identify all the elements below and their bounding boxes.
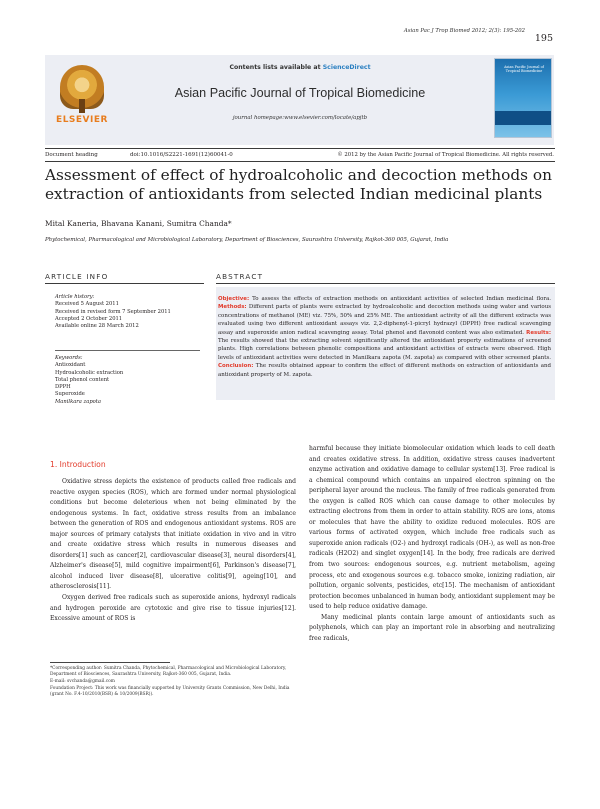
keywords-label: Keywords: [55, 355, 83, 361]
keyword-item: Superoxide [55, 391, 85, 398]
abstract-conclusion: The results obtained appear to confirm the effect of different methods on extraction of antioxidants and antioxidant property of M. zapota. [218, 363, 551, 378]
journal-homepage-link[interactable]: journal homepage:www.elsevier.com/locate/apjtb [232, 115, 368, 121]
footnote-corresponding-author: *Corresponding author: Sumitra Chanda, Phytochemical, Pharmacological and Microbiological Laboratory, Department of Biosciences, Saurashtra University, Rajkot-360 005, Gujarat, India. [50, 666, 287, 677]
page-number: 195 [534, 33, 553, 44]
elsevier-logo [46, 63, 118, 129]
history-received: Received 5 August 2011 [55, 301, 119, 308]
contents-available-line [170, 64, 430, 71]
copyright: © 2012 by the Asian Pacific Journal of Tropical Biomedicine. All rights reserved. [337, 152, 554, 158]
keyword-item: Hydroalcoholic extraction [55, 369, 124, 376]
authors: Mital Kaneria, Bhavana Kanani, Sumitra Chanda* [45, 219, 232, 228]
article-info-rule [45, 283, 204, 284]
abstract-heading: ABSTRACT [216, 272, 264, 281]
abstract-objective-label: Objective: [218, 296, 250, 302]
article-title: Assessment of effect of hydroalcoholic and decoction methods on extraction of antioxidants from selected Indian medicinal plants [45, 166, 552, 203]
contents-prefix: Contents lists available at [229, 64, 323, 71]
abstract-conclusion-label: Conclusion: [218, 363, 254, 370]
abstract-objective: To assess the effects of extraction methods on antioxidant activities of selected Indian medicinal flora. [249, 296, 551, 302]
elsevier-wordmark: ELSEVIER [56, 115, 108, 125]
history-revised: Received in revised form 7 September 2011 [55, 308, 171, 315]
article-history [55, 294, 171, 330]
sciencedirect-link[interactable]: ScienceDirect [322, 64, 371, 71]
info-separator [55, 350, 200, 351]
elsevier-trunk [79, 99, 85, 113]
abstract-results: The results showed that the extracting solvent significantly altered the antioxidant property estimations of screened plants. High correlations between phenolic compositions and antioxidant activities of extracts were observed. High levels of antioxidant activities were detected in Manilkara zapota (M. zapota) as compared with other screened plants. [218, 338, 551, 361]
introduction-heading: 1. Introduction [50, 460, 106, 469]
body-paragraph: harmful because they initiate biomolecular oxidation which leads to cell death and creates oxidative stress. In addition, oxidative stress causes inadvertent enzyme activation and oxidative damage to cellular system[13]. Free radical is a chemical compound which contains an unpaired electron spinning on the peripheral layer around the nucleus. The family of free radicals generated from the oxygen is called ROS which can cause damage to other molecules by extracting electrons from them in order to attain stability. ROS are ions, atoms or molecules that have the ability to oxidize reduced molecules. ROS are various forms of activated oxygen, which include free radicals such as superoxide anion radicals (O2-) and hydroxyl radicals (OH-), as well as non-free radicals (H2O2) and singlet oxygen[14]. In the body, free radicals are derived from two sources: endogenous sources, e.g. nutrient metabolism, ageing process, etc and exogenous sources e.g. tobacco smoke, ionizing radiation, air pollution, organic solvents, pesticides, etc[15]. The mechanism of antioxidant protection becomes unbalanced in human body, antioxidant supplement may be used to help reduce oxidative damage. [309, 445, 555, 611]
history-online: Available online 28 March 2012 [55, 323, 139, 330]
history-label: Article history: [55, 294, 95, 300]
keyword-item: Manilkara zapota [55, 398, 101, 405]
footnote-foundation: Foundation Project: This work was financially supported by University Grants Commission, New Delhi, India (grant No. F.4-10/2010(BSR) & 10/2009(BSR)). [50, 685, 290, 697]
body-paragraph: Oxygen derived free radicals such as superoxide anions, hydroxyl radicals and hydrogen peroxide are cytotoxic and give rise to tissue injuries[12]. Excessive amount of ROS is [50, 594, 296, 623]
cover-title: Asian Pacific Journal of Tropical Biomedicine [504, 65, 544, 74]
article-info-heading: ARTICLE INFO [45, 272, 109, 281]
footnote-email[interactable]: E-mail: svchanda@gmail.com [50, 678, 115, 684]
intro-left-column [50, 477, 296, 625]
history-accepted: Accepted 2 October 2011 [55, 315, 123, 322]
body-paragraph: Many medicinal plants contain large amount of antioxidants such as polyphenols, which can play an important role in absorbing and neutralizing free radicals, [309, 613, 555, 642]
journal-cover-image [494, 58, 552, 138]
keywords [55, 355, 123, 406]
keyword-item: Total phenol content [55, 376, 110, 383]
abstract-rule [216, 283, 555, 284]
abstract-methods: Different parts of plants were extracted by hydroalcoholic and decoction methods using water and various concentrations of methanol (ME) viz. 75%, 50% and 25% ME. The antioxidant activity of all the different extracts was evaluated using two different antioxidant assays viz. 2,2-diphenyl-1-picryl hydrazyl (DPPH) free radical scavenging assay and superoxide anion radical scavenging assay. Total phenol and flavonoid content was also estimated. [218, 304, 551, 336]
meta-bottom-rule [45, 161, 555, 162]
keyword-item: Antioxidant [55, 362, 86, 369]
meta-top-rule [45, 148, 555, 149]
footnotes [50, 666, 296, 699]
body-paragraph: Oxidative stress depicts the existence of products called free radicals and reactive oxygen species (ROS), which are formed under normal physiological conditions but become deleterious when not being eliminated by the endogenous systems. In fact, oxidative stress results from an imbalance between the generation of ROS and endogenous antioxidant systems. ROS are major sources of primary catalysts that initiate oxidation in vivo and in vitro and create oxidative stress which results in numerous diseases and disorders[1] such as cancer[2], cardiovascular disease[3], neural disorders[4], Alzheimer's disease[5], mild cognitive impairment[6], Parkinson's disease[7], alcohol induced liver disease[8], ulcerative colitis[9], ageing[10], and atherosclerosis[11]. [50, 478, 296, 591]
journal-title: Asian Pacific Journal of Tropical Biomedicine [174, 86, 426, 100]
affiliation: Phytochemical, Pharmacological and Microbiological Laboratory, Department of Biosciences, Saurashtra University, Rajkot-360 005, Gujarat, India [45, 237, 449, 243]
doi[interactable]: doi:10.1016/S2221-1691(12)60041-0 [130, 152, 233, 158]
abstract-methods-label: Methods: [218, 304, 247, 311]
abstract-text [218, 295, 551, 379]
abstract-results-label: Results: [526, 329, 551, 336]
document-heading: Document heading [45, 152, 98, 158]
cover-band [495, 111, 551, 125]
keyword-item: DPPH [55, 384, 71, 391]
footnote-rule [50, 662, 170, 663]
intro-right-column [309, 444, 555, 644]
running-head: Asian Pac J Trop Biomed 2012; 2(3): 195-202 [403, 28, 525, 34]
